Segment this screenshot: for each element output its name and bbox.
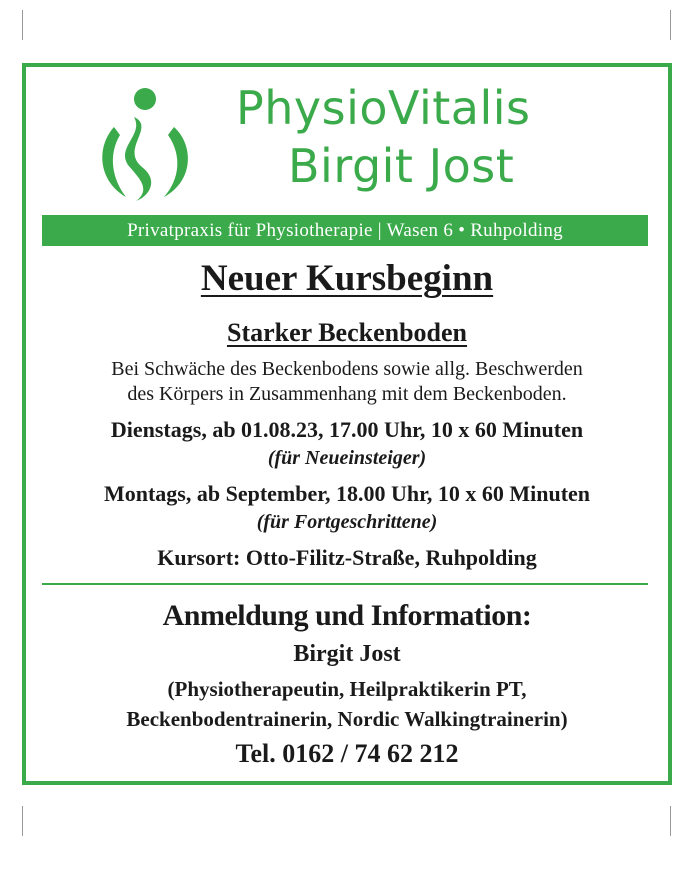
schedule-line: Montags, ab September, 18.00 Uhr, 10 x 60 Minuten: [103, 481, 591, 506]
schedule-note: (für Fortgeschrittene): [256, 511, 438, 533]
crop-mark-bottom-right: [670, 806, 671, 836]
crop-mark-top-left: [22, 10, 23, 40]
ad-frame: [22, 63, 672, 785]
registration-title: Anmeldung und Information:: [162, 599, 532, 632]
brand-name: PhysioVitalis: [236, 81, 531, 135]
contact-name: Birgit Jost: [293, 641, 401, 667]
course-description: [26, 357, 668, 407]
tagline-band: Privatpraxis für Physiotherapie | Wasen 6 • Ruhpolding: [42, 215, 648, 246]
course-location: Kursort: Otto-Filitz-Straße, Ruhpolding: [157, 545, 537, 570]
brand-owner: Birgit Jost: [288, 139, 515, 193]
contact-qualifications: Beckenbodentrainerin, Nordic Walkingtrainerin): [126, 707, 568, 731]
crop-mark-top-right: [670, 10, 671, 40]
section-divider: [42, 583, 648, 585]
course-title: Starker Beckenboden: [226, 318, 468, 347]
figure-in-leaves-icon: [90, 85, 200, 205]
notice-heading: Neuer Kursbeginn: [200, 258, 494, 299]
description-line: Bei Schwäche des Beckenbodens sowie allg. Beschwerden: [111, 358, 583, 380]
description-line: des Körpers in Zusammenhang mit dem Beckenboden.: [127, 383, 567, 405]
contact-qualifications: (Physiotherapeutin, Heilpraktikerin PT,: [167, 677, 527, 701]
schedule-line: Dienstags, ab 01.08.23, 17.00 Uhr, 10 x 60 Minuten: [110, 417, 584, 442]
contact-phone: Tel. 0162 / 74 62 212: [235, 739, 459, 768]
crop-mark-bottom-left: [22, 806, 23, 836]
schedule-note: (für Neueinsteiger): [267, 447, 427, 469]
